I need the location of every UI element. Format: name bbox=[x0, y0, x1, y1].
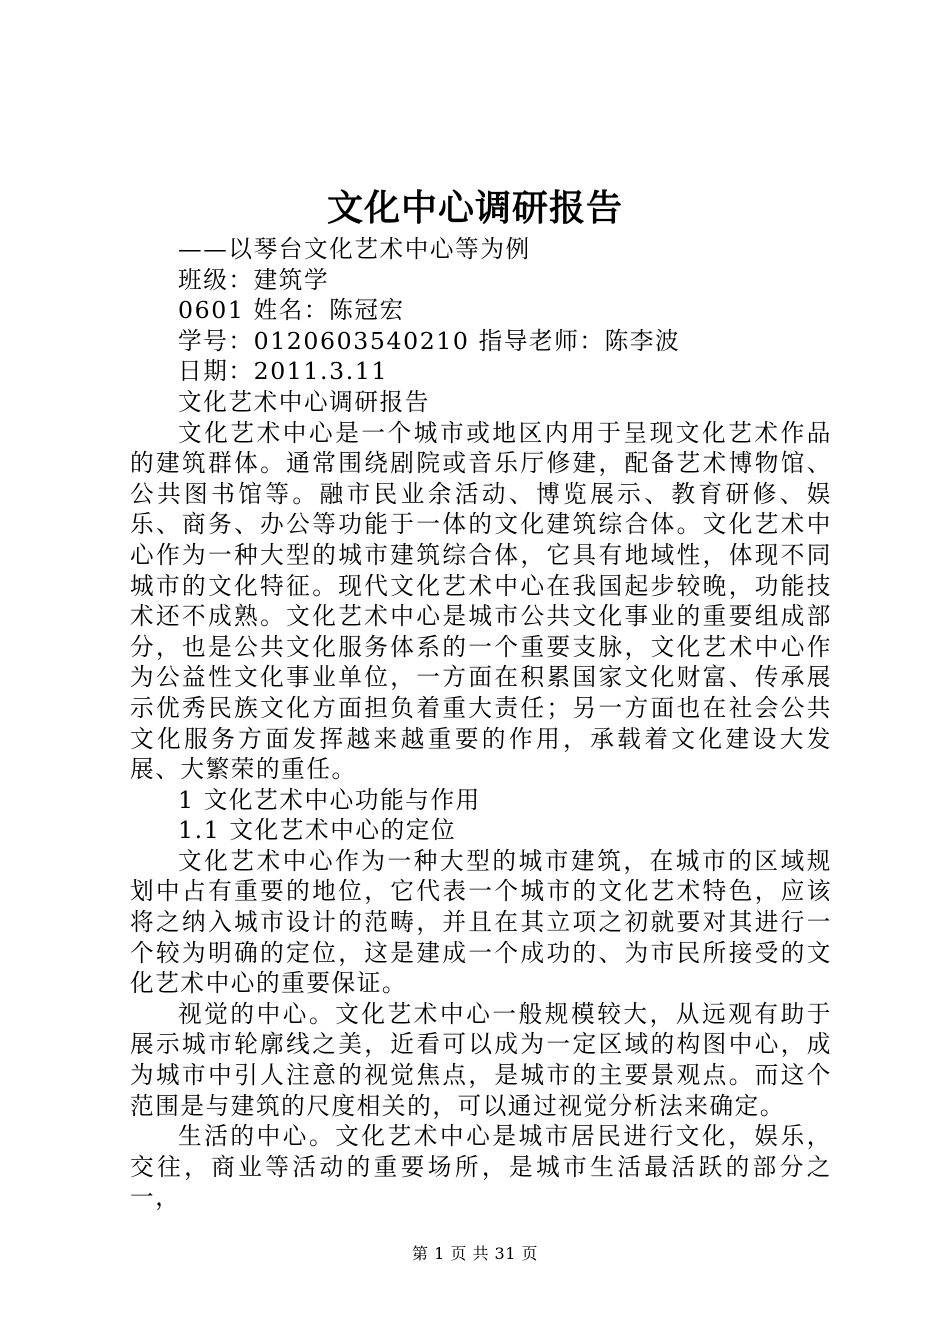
document-body bbox=[130, 234, 832, 1213]
date-line: 日期：2011.3.11 bbox=[178, 357, 389, 386]
student-id-line: 学号：0120603540210 指导老师：陈李波 bbox=[178, 326, 681, 355]
visual-center-paragraph: 视觉的中心。文化艺术中心一般规模较大，从远观有助于展示城市轮廓线之美，近看可以成为一定区域的构图中心，成为城市中引人注意的视觉焦点，是城市的主要景观点。而这个范围是与建筑的尺度相关的，可以通过视觉分析法来确定。 bbox=[130, 999, 832, 1120]
section-heading: 1 文化艺术中心功能与作用 bbox=[178, 785, 481, 814]
positioning-paragraph: 文化艺术中心作为一种大型的城市建筑，在城市的区域规划中占有重要的地位，它代表一个城市的文化艺术特色，应该将之纳入城市设计的范畴，并且在其立项之初就要对其进行一个较为明确的定位，这是建成一个成功的、为市民所接受的文化艺术中心的重要保证。 bbox=[130, 846, 832, 998]
document-title: 文化中心调研报告 bbox=[326, 187, 623, 229]
page-footer: 第 1 页 共 31 页 bbox=[412, 1244, 538, 1263]
name-line: 0601 姓名：陈冠宏 bbox=[178, 296, 405, 325]
report-title-line: 文化艺术中心调研报告 bbox=[178, 387, 430, 416]
subsection-heading: 1.1 文化艺术中心的定位 bbox=[178, 816, 457, 845]
life-center-paragraph: 生活的中心。文化艺术中心是城市居民进行文化，娱乐，交往，商业等活动的重要场所，是城市生活最活跃的部分之一， bbox=[130, 1122, 832, 1212]
class-line: 班级：建筑学 bbox=[178, 265, 330, 294]
subtitle: ——以琴台文化艺术中心等为例 bbox=[178, 235, 531, 263]
intro-paragraph: 文化艺术中心是一个城市或地区内用于呈现文化艺术作品的建筑群体。通常围绕剧院或音乐厅修建，配备艺术博物馆、公共图书馆等。融市民业余活动、博览展示、教育研修、娱乐、商务、办公等功能于一体的文化建筑综合体。文化艺术中心作为一种大型的城市建筑综合体，它具有地域性，体现不同城市的文化特征。现代文化艺术中心在我国起步较晚，功能技术还不成熟。文化艺术中心是城市公共文化事业的重要组成部分，也是公共文化服务体系的一个重要支脉，文化艺术中心作为公益性文化事业单位，一方面在积累国家文化财富、传承展示优秀民族文化方面担负着重大责任；另一方面也在社会公共文化服务方面发挥越来越重要的作用，承载着文化建设大发展、大繁荣的重任。 bbox=[130, 418, 832, 784]
